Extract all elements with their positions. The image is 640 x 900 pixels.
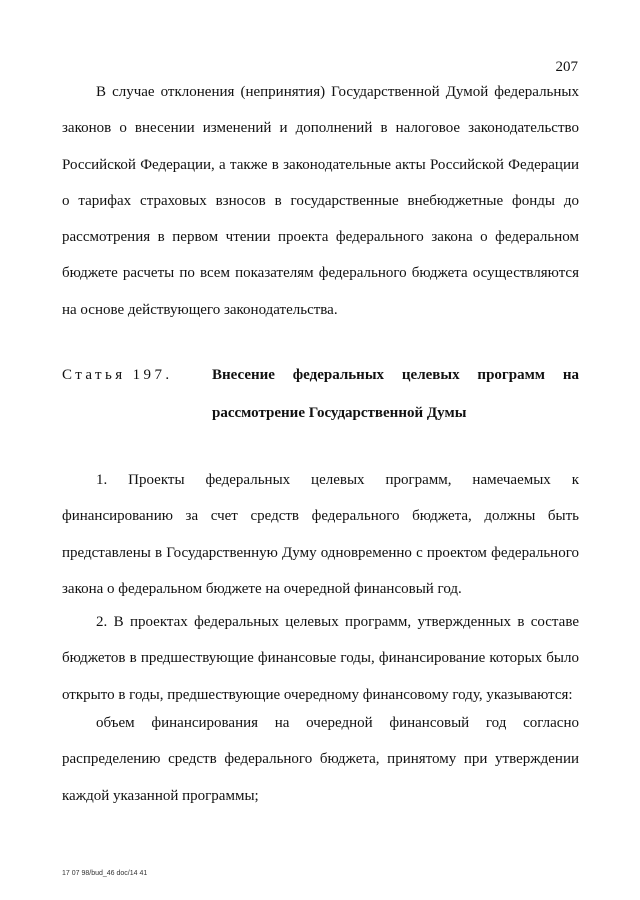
document-footer: 17 07 98/bud_46 doc/14 41 [62,870,148,877]
page-number: 207 [555,59,578,75]
paragraph-item-2: 2. В проектах федеральных целевых программ, утвержденных в составе бюджетов в предшествующие финансовые годы, финансирование которых было открыто в годы, предшествующие очередному финансовому году, указываются: [62,614,579,703]
article-heading-row [62,356,579,394]
paragraph-budget-rejection: В случае отклонения (непринятия) Государственной Думой федеральных законов о внесении изменений и дополнений в налоговое законодательство Российской Федерации, а также в законодательные акты Российской Федерации о тарифах страховых взносов в государственные внебюджетные фонды до рассмотрения в первом чтении проекта федерального закона о федеральном бюджете расчеты по всем показателям федерального бюджета осуществляются на основе действующего законодательства. [62,84,579,318]
article-title-line-1: Внесение федеральных целевых программ на [212,367,579,383]
paragraph-financing-volume: объем финансирования на очередной финансовый год согласно распределению средств федерального бюджета, принятому при утверждении каждой указанной программы; [62,715,579,804]
article-heading [62,356,579,432]
article-number: Статья 197. [62,367,173,383]
paragraph-item-1: 1. Проекты федеральных целевых программ, намечаемых к финансированию за счет средств федерального бюджета, должны быть представлены в Государственную Думу одновременно с проектом федерального закона о федеральном бюджете на очередной финансовый год. [62,472,579,597]
article-title-line-2: рассмотрение Государственной Думы [212,405,467,421]
